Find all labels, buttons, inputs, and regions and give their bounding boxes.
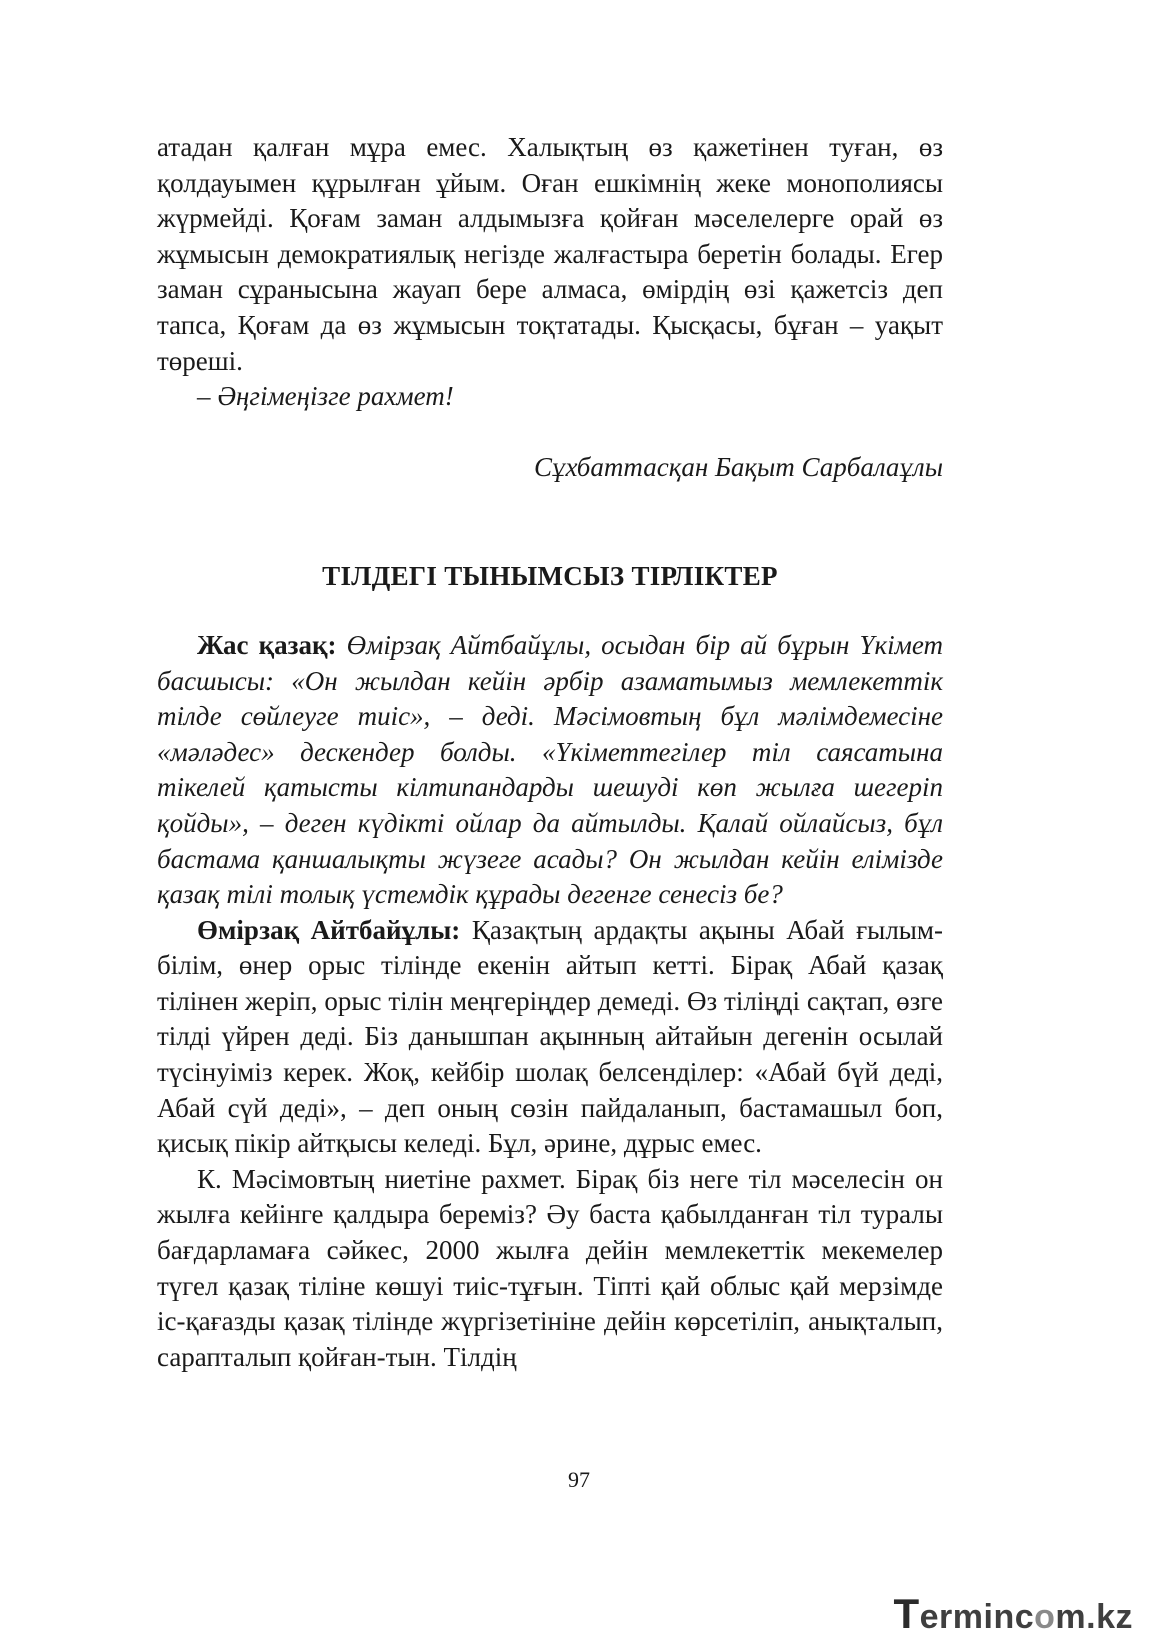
answer-paragraph: [157, 913, 943, 1162]
thanks-line: – Әңгімеңізге рахмет!: [197, 381, 454, 412]
question-paragraph: [157, 628, 943, 913]
page-number: 97: [568, 1467, 590, 1492]
answer-text: Қазақтың ардақты ақыны Абай ғылым-білім, өнер орыс тілінде екенін айтып кетті. Бірақ Абай қазақ тілінен жеріп, орыс тілін меңгеріңдер демеді. Өз тіліңді сақтап, өзге тілді үйрен деді. Біз данышпан ақынның айтайын дегенін осылай түсінуіміз керек. Жоқ, кейбір шолақ белсенділер: «Абай бүй деді, Абай сүй деді», – деп оның сөзін пайдаланып, бастамашыл боп, қисық пікір айтқысы келеді. Бұл, әрине, дұрыс емес.: [157, 914, 944, 1159]
page-body: [157, 130, 943, 1375]
question-speaker: Жас қазақ:: [197, 629, 337, 660]
watermark-letter-t: T: [893, 1590, 920, 1637]
site-watermark-logo: [893, 1590, 1133, 1638]
interviewer-signature: Сұхбаттасқан Бақыт Сарбалаұлы: [533, 451, 943, 482]
intro-paragraph: атадан қалған мұра емес. Халықтың өз қажетінен туған, өз қолдауымен құрылған ұйым. Оған ешкімнің жеке монополиясы жүрмейді. Қоғам заман алдымызға қойған мәселелерге орай өз жұмысын демократиялық негізде жалғастыра беретін болады. Егер заман сұранысына жауап бере алмаса, өмірдің өзі қажетсіз деп тапса, Қоғам да өз жұмысын тоқтатады. Қысқасы, бұған – уақыт төреші.: [157, 132, 943, 376]
watermark-middle: erminc: [919, 1598, 1035, 1636]
watermark-magnifier-o: o: [1034, 1598, 1056, 1636]
answer-continuation: К. Мәсімовтың ниетіне рахмет. Бірақ біз неге тіл мәселесін он жылға кейінге қалдыра береміз? Әу баста қабылданған тіл туралы бағдарламаға сәйкес, 2000 жылға дейін мемлекеттік мекемелер түгел қазақ тіліне көшуі тиіс-тұғын. Тіпті қай облыс қай мерзімде іс-қағазды қазақ тілінде жүргізетініне дейін көрсетіліп, анықталып, сарапталып қойған-тын. Тілдің: [157, 1163, 943, 1372]
watermark-suffix: m.kz: [1055, 1598, 1133, 1636]
question-text: Өмірзақ Айтбайұлы, осыдан бір ай бұрын Үкімет басшысы: «Он жылдан кейін әрбір азаматымыз мемлекеттік тілде сөйлеуге тиіс», – деді. Мәсімовтың бұл мәлімдемесіне «мәләдес» дескендер болды. «Үкіметтегілер тіл саясатына тікелей қатысты кілтипандарды шешуді көп жылға шегеріп қойды», – деген күдікті ойлар да айтылды. Қалай ойлайсыз, бұл бастама қаншалықты жүзеге асады? Он жылдан кейін елімізде қазақ тілі толық үстемдік құрады дегенге сенесіз бе?: [157, 629, 944, 910]
answer-speaker: Өмірзақ Айтбайұлы:: [197, 914, 461, 945]
section-title: ТІЛДЕГІ ТЫНЫМСЫЗ ТІРЛІКТЕР: [322, 561, 778, 592]
